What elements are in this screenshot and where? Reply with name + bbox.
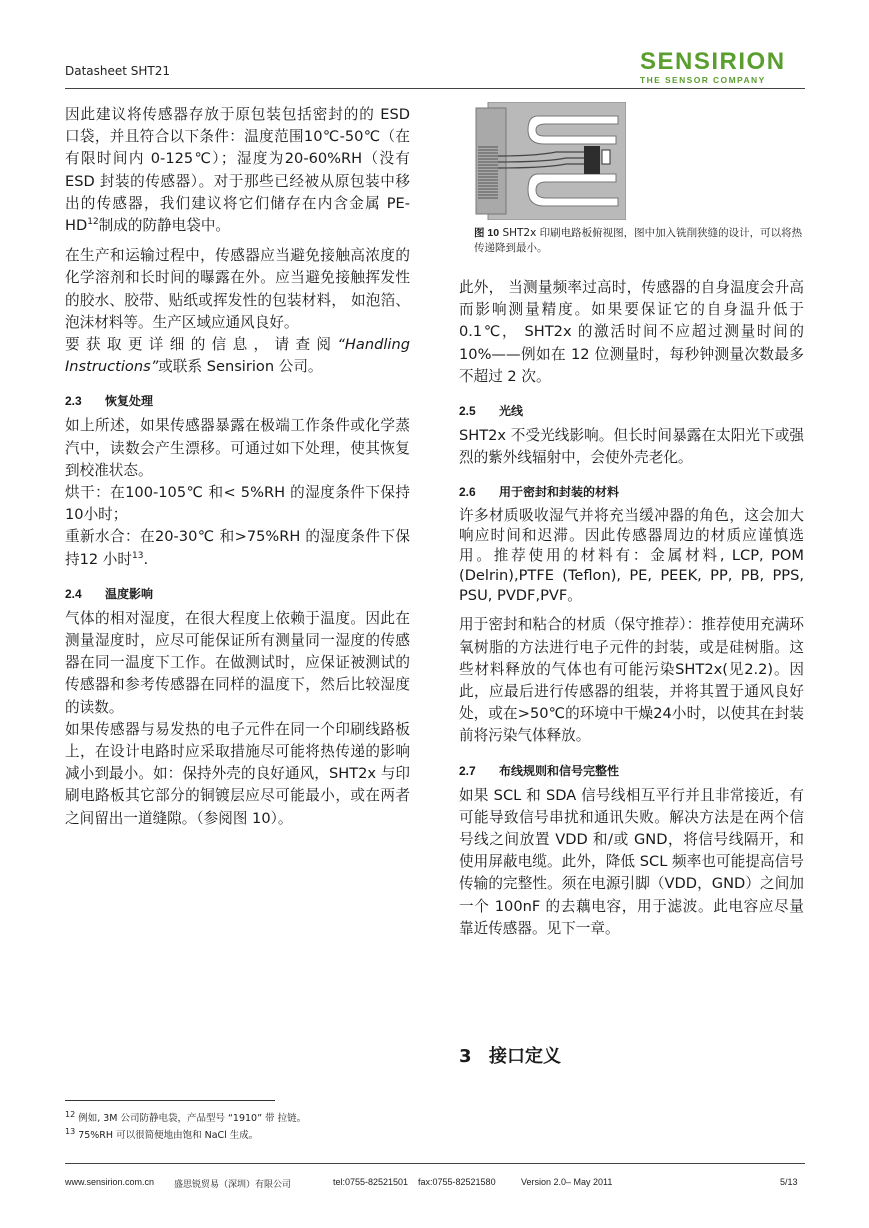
header-title: Datasheet SHT21 <box>65 64 171 78</box>
pcb-heat-paragraph: 如果传感器与易发热的电子元件在同一个印刷线路板上，在设计电路时应采取措施尽可能将热传递的影响减小到最小。如：保持外壳的良好通风，SHT2x 与印刷电路板其它部分的铜镀层应尽可能最小，或在两者之间留出一道缝隙。（参阅图 10）。 <box>65 720 410 827</box>
baking-paragraph: 烘干：在100-105℃ 和< 5%RH 的湿度条件下保持10小时； <box>65 484 410 524</box>
light-paragraph: SHT2x 不受光线影响。但长时间暴露在太阳光下或强烈的紫外线辐射中，会使外壳老化。 <box>459 427 804 467</box>
recovery-paragraph: 如上所述，如果传感器暴露在极端工作条件或化学蒸汽中，读数会产生漂移。可通过如下处理，使其恢复到校准状态。 <box>65 417 410 479</box>
footer-fax: fax:0755-82521580 <box>418 1177 496 1187</box>
footnote-ref-12[interactable]: 12 <box>87 217 99 228</box>
section-2-3-heading: 2.3 恢复处理 <box>65 394 154 409</box>
footer-version: Version 2.0– May 2011 <box>521 1177 613 1187</box>
sensirion-logo <box>640 50 808 85</box>
footnote-13: $^{13}$ 75%RH 可以很简便地由饱和 NaCl 生成。 <box>65 1126 259 1141</box>
footnote-ref-13[interactable]: 13 <box>132 550 144 561</box>
handling-instructions-ref: “Handling Instructions” <box>65 336 410 376</box>
section-2-7-heading: 2.7 布线规则和信号完整性 <box>459 763 620 778</box>
footer-page-number: 5/13 <box>780 1177 798 1187</box>
self-heating-paragraph: 此外， 当测量频率过高时，传感器的自身温度会升高而影响测量精度。如果要保证它的自身温升低于 0.1℃， SHT2x 的激活时间不应超过测量时间的 10%——例如在 12 位测量时，每秒钟测量次数最多不超过 2 次。 <box>459 279 804 385</box>
section-2-4-heading: 2.4 温度影响 <box>65 586 154 601</box>
footnote-rule <box>65 1100 275 1101</box>
sealing-paragraph: 用于密封和粘合的材质（保守推荐）：推荐使用充满环氧树脂的方法进行电子元件的封装，或是硅树脂。这些材料释放的气体也有可能污染SHT2x(见2.2)。因此，应最后进行传感器的组装，并将其置于通风良好处，或在>50℃的环境中干燥24小时，以使其在封装前将污染气体释放。 <box>459 616 804 745</box>
section-3-heading: 3 接口定义 <box>459 1046 561 1067</box>
footnote-12: $^{12}$ 例如, 3M 公司防静电袋，产品型号 “1910” 带 拉链。 <box>65 1109 307 1124</box>
wiring-paragraph: 如果 SCL 和 SDA 信号线相互平行并且非常接近，有可能导致信号串扰和通讯失败。解决方法是在两个信号线之间放置 VDD 和/或 GND，将信号线隔开，和使用屏蔽电缆。此外，降低 SCL 频率也可能提高信号传输的完整性。须在电源引脚（VDD，GND）之间加一个 100nF 的去藕电容，用于滤波。此电容应尽量靠近传感器。见下一章。 <box>459 786 804 937</box>
pcb-top-view-image <box>466 102 626 220</box>
logo-main-text: SENSIRION <box>640 48 786 75</box>
section-2-6-heading: 2.6 用于密封和封装的材料 <box>459 485 620 500</box>
footer-rule <box>65 1163 805 1164</box>
left-column <box>65 104 410 838</box>
footer-tel: tel:0755-82521501 <box>333 1177 409 1187</box>
storage-paragraph: 因此建议将传感器存放于原包装包括密封的的 ESD 口袋，并且符合以下条件：温度范围10℃-50℃（在有限时间内 0-125℃）；湿度为20-60%RH（没有 ESD 封装的传感器）。对于那些已经被从原包装中移出的传感器，我们建议将它们储存在内含金属 PE-HD$^{12}$制成的防静电袋中。 <box>65 106 410 235</box>
right-column <box>459 277 804 948</box>
materials-paragraph: 许多材质吸收湿气并将充当缓冲器的角色，这会加大响应时间和迟滞。因此传感器周边的材质应谨慎选用。推荐使用的材料有：金属材料, LCP, POM (Delrin),PTFE (Teflon), PE, PEEK, PP, PB, PPS, PSU, PVDF,PVF。 <box>459 507 804 605</box>
handling-reference-paragraph: 要获取更详细的信息，请查阅“Handling Instructions”或联系 Sensirion 公司。 <box>65 336 410 376</box>
figure-10-label: 图 10 <box>474 227 500 239</box>
footer-url[interactable]: www.sensirion.com.cn <box>65 1177 155 1187</box>
temperature-paragraph: 气体的相对湿度，在很大程度上依赖于温度。因此在测量湿度时，应尽可能保证所有测量同一湿度的传感器在同一温度下工作。在做测试时，应保证被测试的传感器和参考传感器在同样的温度下，然后比较湿度的读数。 <box>65 609 410 716</box>
figure-10-caption: 图 10 SHT2x 印刷电路板俯视图，图中加入铣削狭缝的设计，可以将热传递降到最小。 <box>474 227 803 254</box>
logo-sub-text: THE SENSOR COMPANY <box>640 75 766 85</box>
rehydration-paragraph: 重新水合：在20-30℃ 和>75%RH 的湿度条件下保持12 小时$^{13}$. <box>65 528 410 568</box>
header-rule <box>65 88 805 89</box>
footer-company: 盛思锐贸易（深圳）有限公司 <box>174 1179 292 1189</box>
pcb-figure <box>466 102 626 220</box>
section-2-5-heading: 2.5 光线 <box>459 404 524 419</box>
handling-paragraph: 在生产和运输过程中，传感器应当避免接触高浓度的化学溶剂和长时间的曝露在外。应当避免接触挥发性的胶水、胶带、贴纸或挥发性的包装材料， 如泡箔、泡沫材料等。生产区域应通风良好。 <box>65 247 410 331</box>
